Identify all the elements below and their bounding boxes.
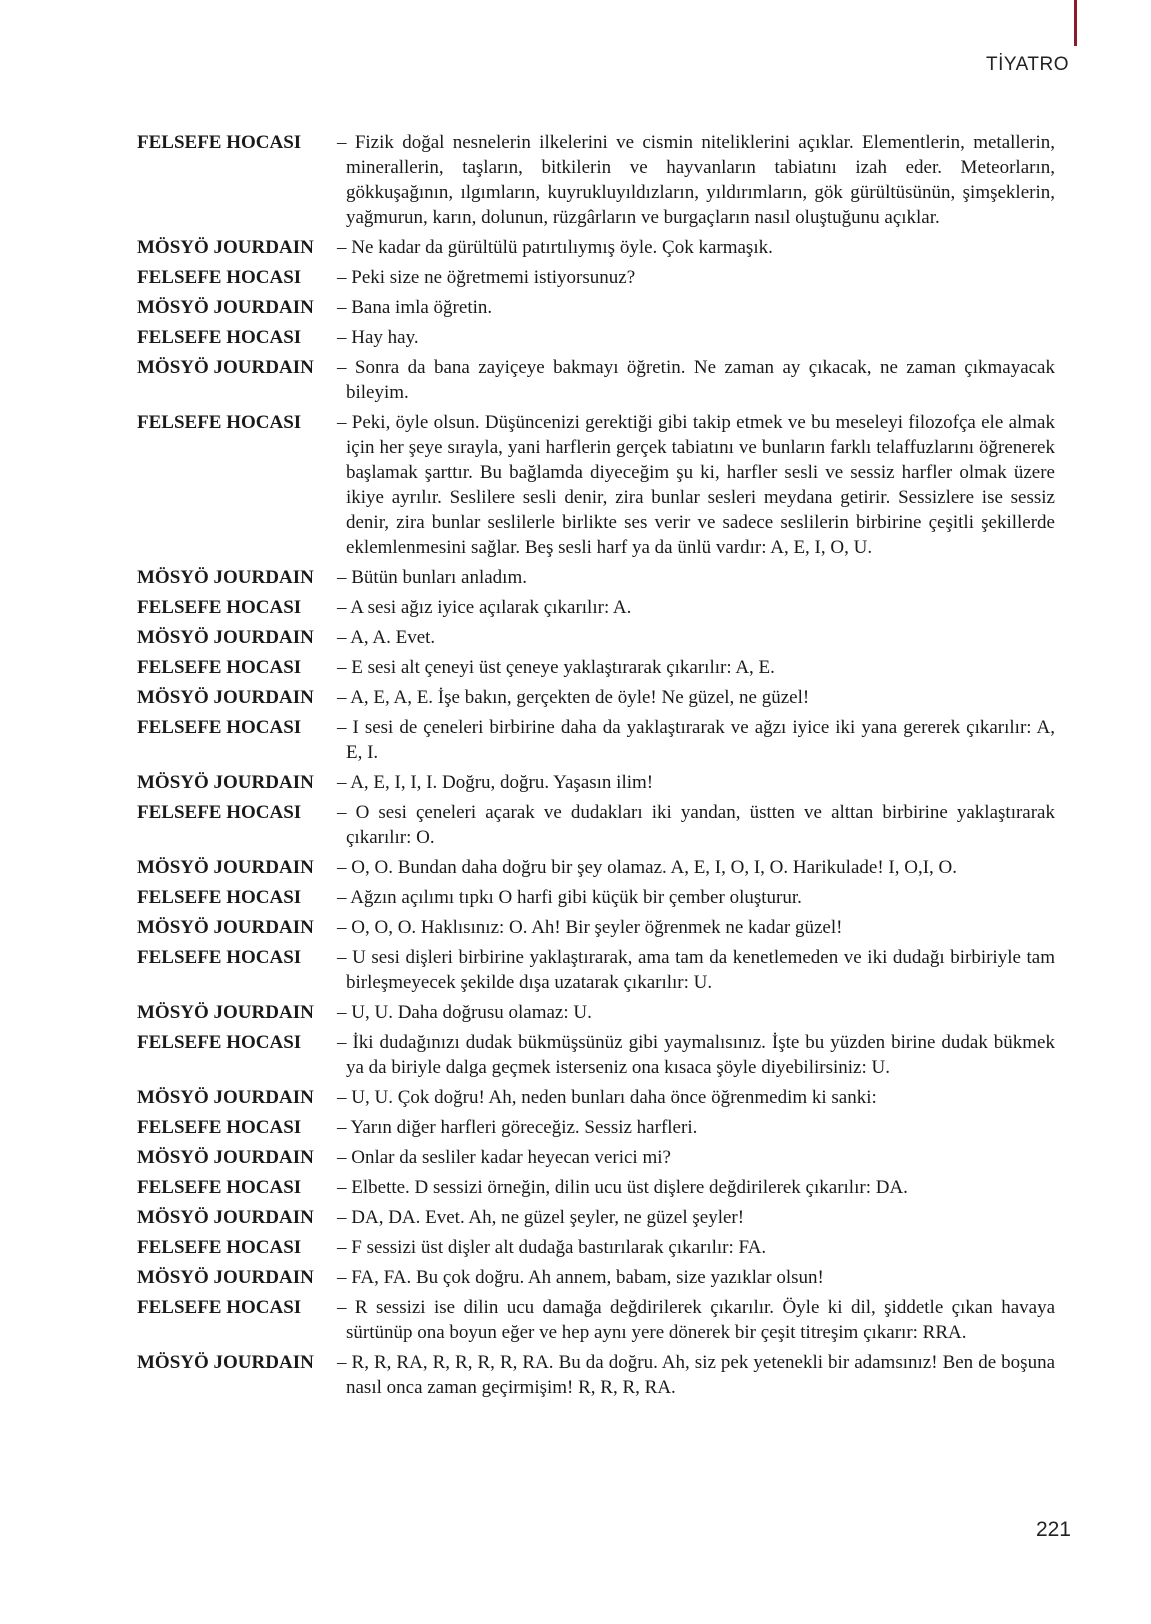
dialogue-line: [137, 685, 1055, 710]
speech-text: – O, O, O. Haklısınız: O. Ah! Bir şeyler öğrenmek ne kadar güzel!: [337, 917, 843, 938]
speech-text: – U sesi dişleri birbirine yaklaştırarak, ama tam da kenetlemeden ve iki dudağı birbiriyle tam birleşmeyecek şekilde dışa uzatarak çıkarılır: U.: [337, 947, 1055, 993]
speech-text: – Elbette. D sessizi örneğin, dilin ucu üst dişlere değdirilerek çıkarılır: DA.: [337, 1177, 908, 1198]
dialogue-line: [137, 1175, 1055, 1200]
speaker-name: MÖSYÖ JOURDAIN: [137, 1267, 314, 1288]
speech-text: – A, E, I, I, I. Doğru, doğru. Yaşasın ilim!: [337, 772, 654, 793]
speech-text: – F sessizi üst dişler alt dudağa bastırılarak çıkarılır: FA.: [337, 1237, 767, 1258]
speaker-name: MÖSYÖ JOURDAIN: [137, 1147, 314, 1168]
dialogue-line: [137, 1205, 1055, 1230]
page-number: 221: [1035, 1518, 1071, 1541]
speaker-name: FELSEFE HOCASI: [137, 802, 302, 823]
dialogue-line: [137, 1000, 1055, 1025]
speaker-name: FELSEFE HOCASI: [137, 657, 302, 678]
speech-text: – Peki, öyle olsun. Düşüncenizi gerektiği gibi takip etmek ve bu meseleyi filozofça ele almak için her şeye sırayla, yani harflerin gerçek tabiatını ve bunların farklı telaffuzlarını öğrenerek başlamak şarttır. Bu bağlamda diyeceğim şu ki, harfler sesli ve sessiz harfler olmak üzere ikiye ayrılır. Seslilere sesli denir, zira bunlar sesleri meydana getirir. Sessizlere ise sessiz denir, zira bunlar seslilerle birlikte ses verir ve sadece seslilerin birbirine çeşitli şekillerde eklemlenmesini sağlar. Beş sesli harf ya da ünlü vardır: A, E, I, O, U.: [337, 412, 1055, 558]
speaker-name: FELSEFE HOCASI: [137, 947, 302, 968]
speaker-name: FELSEFE HOCASI: [137, 327, 302, 348]
dialogue-line: [137, 130, 1055, 230]
section-title: TİYATRO: [985, 54, 1069, 75]
speaker-name: MÖSYÖ JOURDAIN: [137, 297, 314, 318]
speech-text: – Hay hay.: [337, 327, 419, 348]
speaker-name: FELSEFE HOCASI: [137, 1297, 302, 1318]
speech-text: – O sesi çeneleri açarak ve dudakları iki yandan, üstten ve alttan birbirine yaklaştırarak çıkarılır: O.: [337, 802, 1055, 848]
dialogue-block: [137, 130, 1055, 1405]
speaker-name: MÖSYÖ JOURDAIN: [137, 1087, 314, 1108]
dialogue-line: [137, 1145, 1055, 1170]
speech-text: – I sesi de çeneleri birbirine daha da yaklaştırarak ve ağzı iyice iki yana gererek çıkarılır: A, E, I.: [337, 717, 1055, 763]
dialogue-line: [137, 855, 1055, 880]
speech-text: – R sessizi ise dilin ucu damağa değdirilerek çıkarılır. Öyle ki dil, şiddetle çıkan havaya sürtünüp ona boyun eğer ve hep aynı yere dönerek bir çeşit titreşim çıkarır: RRA.: [337, 1297, 1055, 1343]
speaker-name: FELSEFE HOCASI: [137, 887, 302, 908]
speech-text: – R, R, RA, R, R, R, R, RA. Bu da doğru. Ah, siz pek yetenekli bir adamsınız! Ben de boşuna nasıl onca zaman geçirmişim! R, R, R, RA.: [337, 1352, 1055, 1398]
speaker-name: MÖSYÖ JOURDAIN: [137, 1002, 314, 1023]
speaker-name: FELSEFE HOCASI: [137, 1032, 302, 1053]
dialogue-line: [137, 625, 1055, 650]
speaker-name: MÖSYÖ JOURDAIN: [137, 237, 314, 258]
dialogue-line: [137, 1235, 1055, 1260]
dialogue-line: [137, 565, 1055, 590]
speech-text: – U, U. Çok doğru! Ah, neden bunları daha önce öğrenmedim ki sanki:: [337, 1087, 877, 1108]
dialogue-line: [137, 410, 1055, 560]
speaker-name: MÖSYÖ JOURDAIN: [137, 1207, 314, 1228]
speech-text: – Yarın diğer harfleri göreceğiz. Sessiz harfleri.: [337, 1117, 698, 1138]
speaker-name: MÖSYÖ JOURDAIN: [137, 772, 314, 793]
speaker-name: MÖSYÖ JOURDAIN: [137, 567, 314, 588]
speech-text: – Bana imla öğretin.: [337, 297, 493, 318]
dialogue-line: [137, 715, 1055, 765]
dialogue-line: [137, 1350, 1055, 1400]
speech-text: – DA, DA. Evet. Ah, ne güzel şeyler, ne güzel şeyler!: [337, 1207, 745, 1228]
speaker-name: MÖSYÖ JOURDAIN: [137, 1352, 314, 1373]
speaker-name: FELSEFE HOCASI: [137, 597, 302, 618]
dialogue-line: [137, 265, 1055, 290]
speaker-name: MÖSYÖ JOURDAIN: [137, 357, 314, 378]
dialogue-line: [137, 1295, 1055, 1345]
speaker-name: FELSEFE HOCASI: [137, 412, 302, 433]
speech-text: – Onlar da sesliler kadar heyecan verici mi?: [337, 1147, 671, 1168]
top-accent-rule: [1074, 0, 1077, 46]
speech-text: – Peki size ne öğretmemi istiyorsunuz?: [337, 267, 636, 288]
speaker-name: MÖSYÖ JOURDAIN: [137, 917, 314, 938]
dialogue-line: [137, 1265, 1055, 1290]
speech-text: – Sonra da bana zayiçeye bakmayı öğretin. Ne zaman ay çıkacak, ne zaman çıkmayacak bileyim.: [337, 357, 1055, 403]
speech-text: – Ne kadar da gürültülü patırtılıymış öyle. Çok karmaşık.: [337, 237, 773, 258]
dialogue-line: [137, 945, 1055, 995]
speech-text: – A sesi ağız iyice açılarak çıkarılır: A.: [337, 597, 632, 618]
dialogue-line: [137, 325, 1055, 350]
dialogue-line: [137, 655, 1055, 680]
dialogue-line: [137, 885, 1055, 910]
dialogue-line: [137, 355, 1055, 405]
dialogue-line: [137, 1085, 1055, 1110]
speech-text: – Ağzın açılımı tıpkı O harfi gibi küçük bir çember oluşturur.: [337, 887, 802, 908]
dialogue-line: [137, 235, 1055, 260]
speaker-name: FELSEFE HOCASI: [137, 132, 302, 153]
speaker-name: FELSEFE HOCASI: [137, 1237, 302, 1258]
speech-text: – A, A. Evet.: [337, 627, 436, 648]
speech-text: – O, O. Bundan daha doğru bir şey olamaz. A, E, I, O, I, O. Harikulade! I, O,I, O.: [337, 857, 957, 878]
speaker-name: FELSEFE HOCASI: [137, 1177, 302, 1198]
speech-text: – FA, FA. Bu çok doğru. Ah annem, babam, size yazıklar olsun!: [337, 1267, 824, 1288]
speech-text: – A, E, A, E. İşe bakın, gerçekten de öyle! Ne güzel, ne güzel!: [337, 687, 810, 708]
speech-text: – Fizik doğal nesnelerin ilkelerini ve cismin niteliklerini açıklar. Elementlerin, metallerin, minerallerin, taşların, bitkilerin ve hayvanların tabiatını izah eder. Meteorların, gökkuşağının, ılgımların, kuyrukluyıldızların, yıldırımların, gök gürültüsünün, şimşeklerin, yağmurun, karın, dolunun, rüzgârların ve burgaçların nasıl oluştuğunu açıklar.: [337, 132, 1055, 228]
dialogue-line: [137, 1115, 1055, 1140]
dialogue-line: [137, 1030, 1055, 1080]
speaker-name: FELSEFE HOCASI: [137, 267, 302, 288]
speech-text: – E sesi alt çeneyi üst çeneye yaklaştırarak çıkarılır: A, E.: [337, 657, 775, 678]
dialogue-line: [137, 800, 1055, 850]
speaker-name: MÖSYÖ JOURDAIN: [137, 627, 314, 648]
dialogue-line: [137, 915, 1055, 940]
speaker-name: FELSEFE HOCASI: [137, 1117, 302, 1138]
dialogue-line: [137, 295, 1055, 320]
speech-text: – İki dudağınızı dudak bükmüşsünüz gibi yaymalısınız. İşte bu yüzden birine dudak bükmek ya da biriyle dalga geçmek isterseniz ona kısaca şöyle diyebilirsiniz: U.: [337, 1032, 1055, 1078]
dialogue-line: [137, 770, 1055, 795]
speaker-name: MÖSYÖ JOURDAIN: [137, 857, 314, 878]
speaker-name: FELSEFE HOCASI: [137, 717, 302, 738]
dialogue-line: [137, 595, 1055, 620]
speaker-name: MÖSYÖ JOURDAIN: [137, 687, 314, 708]
speech-text: – U, U. Daha doğrusu olamaz: U.: [337, 1002, 592, 1023]
speech-text: – Bütün bunları anladım.: [337, 567, 527, 588]
